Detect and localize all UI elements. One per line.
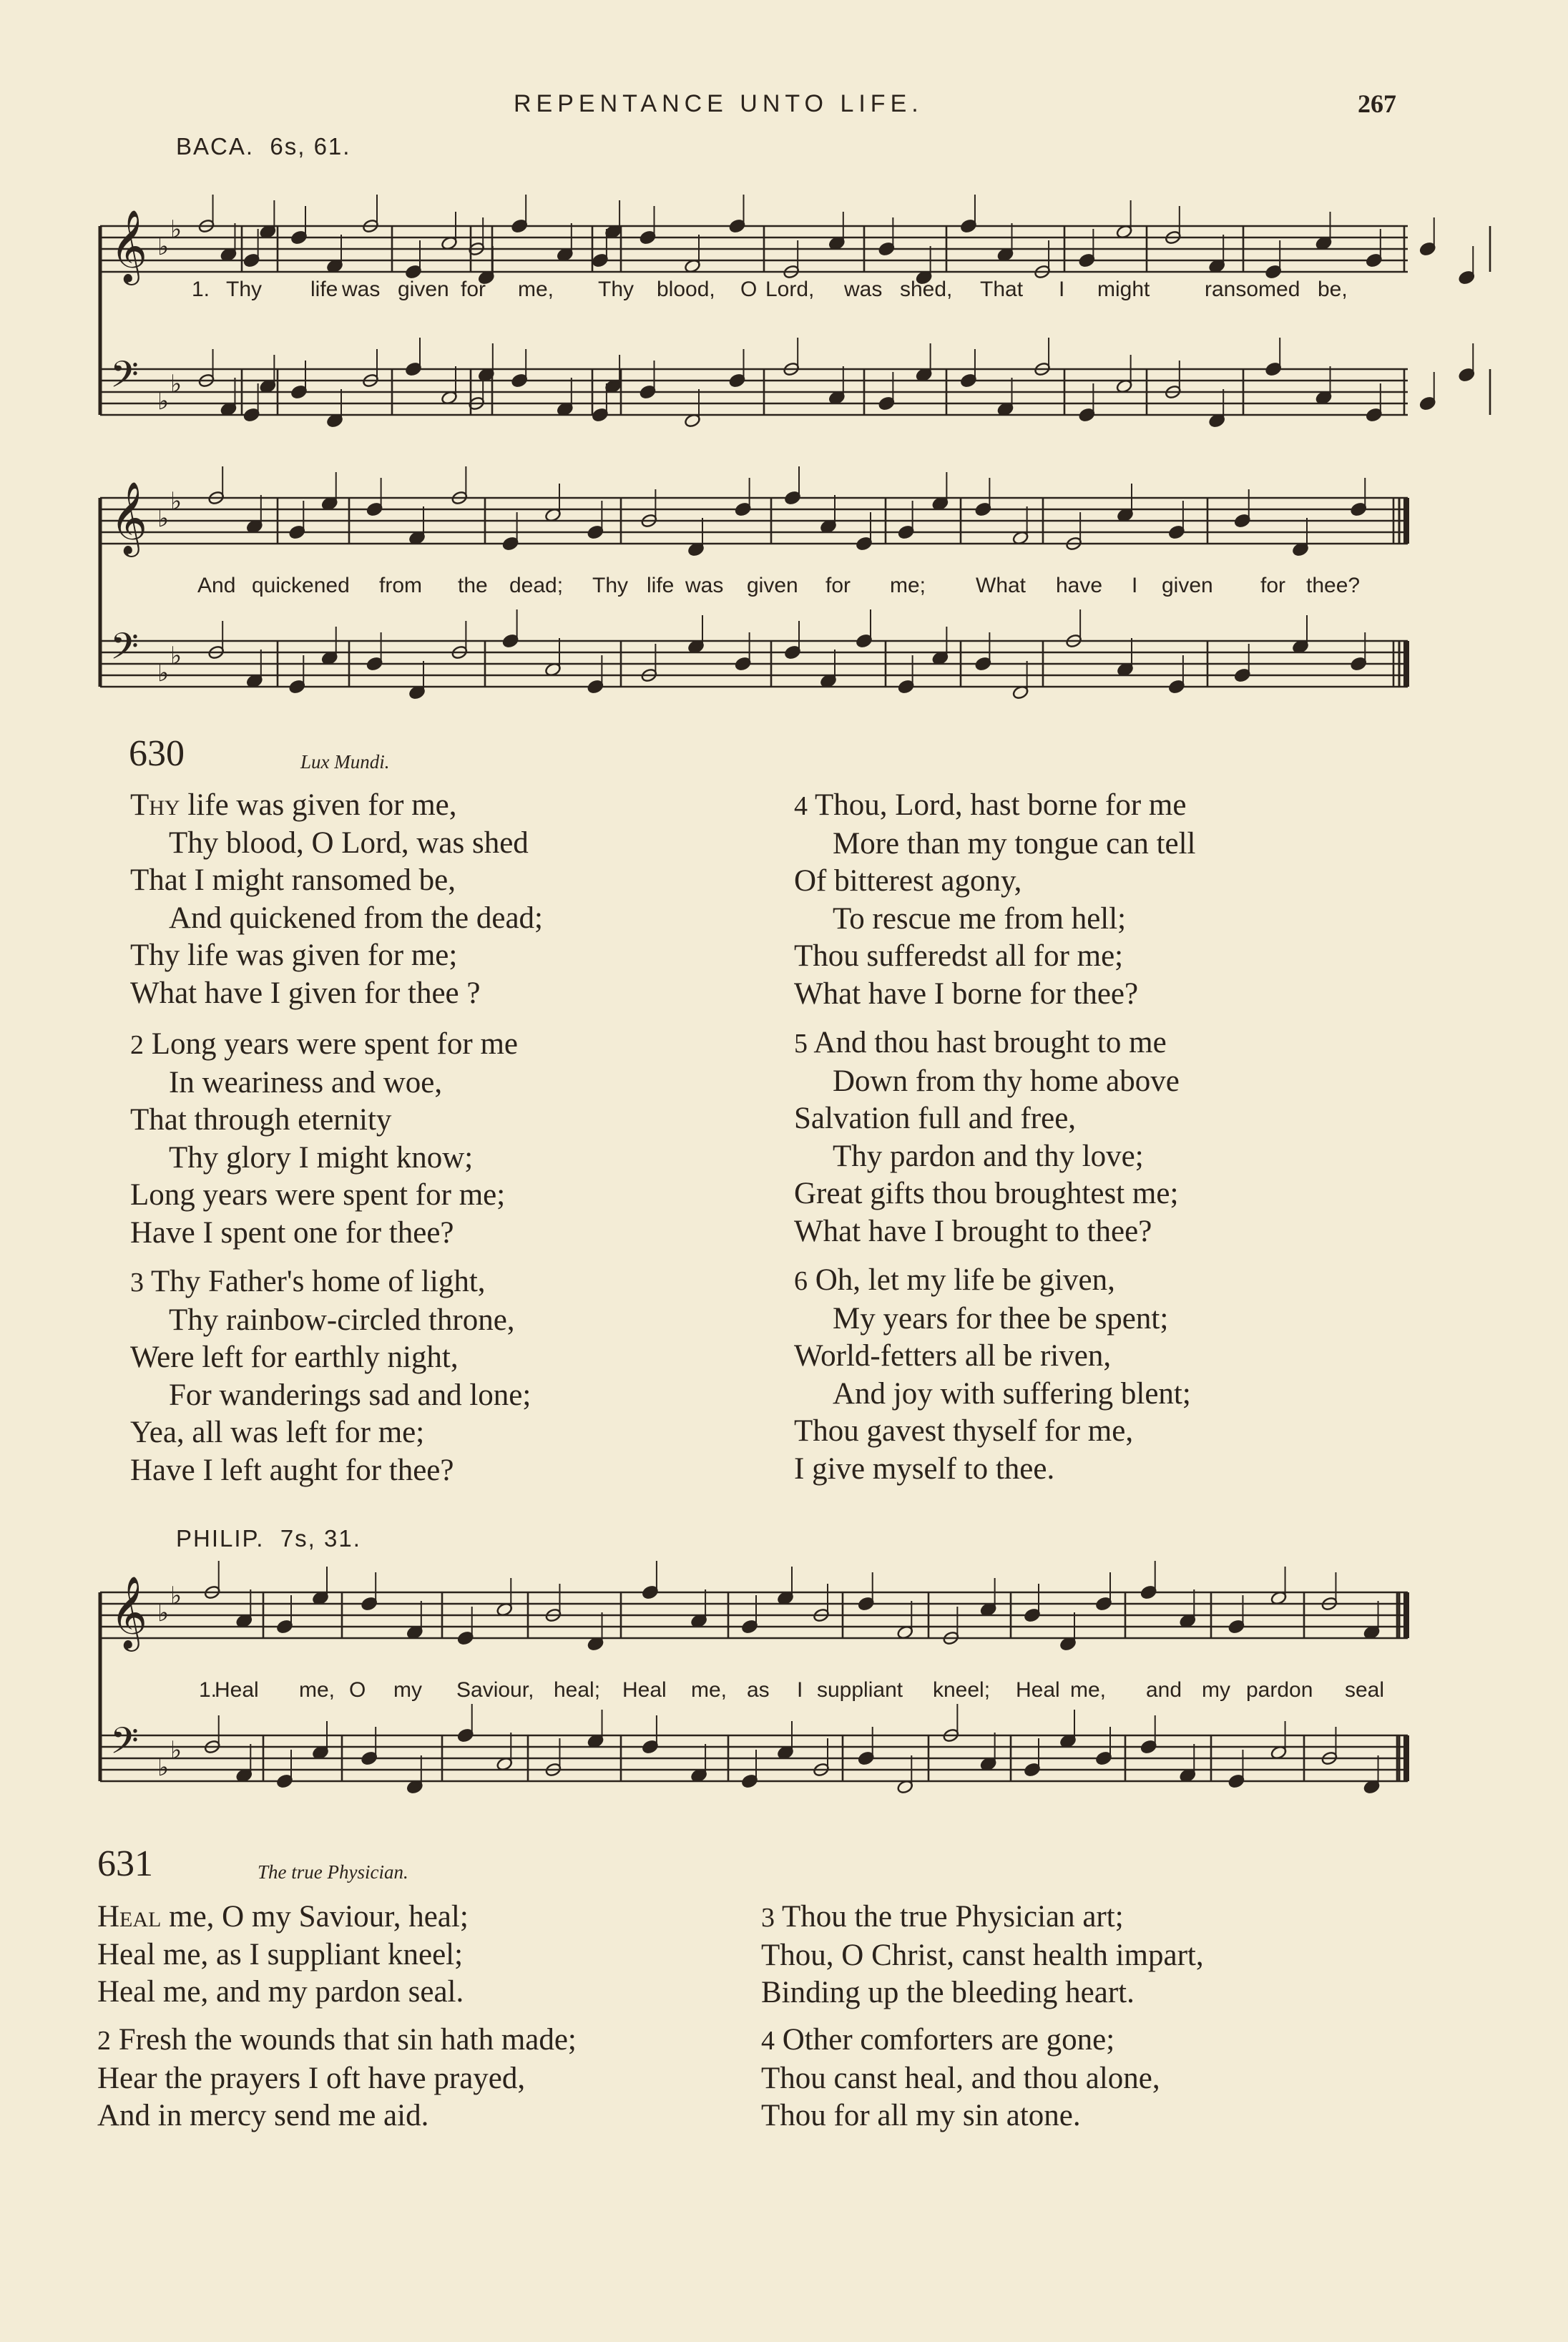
verse-line: 4 Thou, Lord, hast borne for me xyxy=(794,788,1187,822)
lyric-word: given xyxy=(747,574,798,597)
lyric-word: me, xyxy=(691,1678,727,1702)
flat-icon: ♭ xyxy=(170,1583,182,1609)
verse-line: Thy glory I might know; xyxy=(169,1140,474,1175)
verse-line: More than my tongue can tell xyxy=(833,826,1196,861)
lyric-word: kneel; xyxy=(933,1678,991,1702)
lyric-word: me; xyxy=(890,574,926,597)
verse-line: Of bitterest agony, xyxy=(794,864,1022,898)
stanza-2 xyxy=(130,1026,518,1252)
verse-line: Thy life was given for me, xyxy=(130,788,457,822)
stanza-6 xyxy=(794,1262,1191,1488)
verse-line: Long years were spent for me; xyxy=(130,1178,506,1212)
lyric-word: as xyxy=(747,1678,770,1702)
lyric-word: be, xyxy=(1318,278,1348,301)
lyric-word: shed, xyxy=(900,278,953,301)
lyric-word: was xyxy=(342,278,381,301)
flat-icon: ♭ xyxy=(157,506,170,532)
bass-staff xyxy=(100,1704,1408,1795)
lyric-word: thee? xyxy=(1306,574,1361,597)
stanza-2 xyxy=(97,2022,577,2135)
lyric-word: Heal xyxy=(622,1678,667,1702)
stanza-5 xyxy=(794,1024,1180,1250)
verse-line: Thy life was given for me; xyxy=(130,939,458,972)
flat-icon: ♭ xyxy=(170,371,182,398)
hymn-number: 631 xyxy=(97,1843,153,1884)
stanza-number: 4 xyxy=(761,2026,775,2056)
verse-line: Thou gavest thyself for me, xyxy=(794,1414,1134,1448)
running-head: REPENTANCE UNTO LIFE. xyxy=(514,90,923,117)
bass-clef-icon: 𝄢 xyxy=(110,1719,139,1772)
verse-line: Salvation full and free, xyxy=(794,1102,1077,1135)
verse-line: What have I given for thee ? xyxy=(130,976,481,1010)
flat-icon: ♭ xyxy=(170,489,182,515)
lyric-word: quickened xyxy=(252,574,350,597)
lyric-word: life xyxy=(647,574,675,597)
verse-line: Thy rainbow-circled throne, xyxy=(169,1303,515,1337)
lyric-word: was xyxy=(844,278,883,301)
hymn-number: 630 xyxy=(129,733,185,774)
stanza-1 xyxy=(130,787,543,1012)
verse-line: That through eternity xyxy=(130,1103,392,1137)
verse-line: In weariness and woe, xyxy=(169,1065,443,1099)
lyric-word: given xyxy=(1162,574,1213,597)
verse-line: And quickened from the dead; xyxy=(169,901,543,935)
lyric-word: life xyxy=(310,278,338,301)
treble-clef-icon: 𝄞 xyxy=(110,208,148,283)
bass-staff xyxy=(100,338,1490,428)
verse-line: Were left for earthly night, xyxy=(130,1341,459,1374)
verse-line: For wanderings sad and lone; xyxy=(169,1378,531,1412)
stanza-number: 2 xyxy=(130,1030,144,1060)
lyric-word: O xyxy=(349,1678,366,1702)
lyric-word: my xyxy=(1202,1678,1230,1702)
verse-line: Thy pardon and thy love; xyxy=(833,1139,1144,1173)
lyric-word: for xyxy=(1260,574,1286,597)
tune-title: PHILIP. xyxy=(176,1525,265,1552)
lyric-word: pardon xyxy=(1246,1678,1313,1702)
flat-icon: ♭ xyxy=(157,660,170,687)
hymn-source: The true Physician. xyxy=(258,1861,408,1883)
treble-staff xyxy=(100,1561,1408,1652)
treble-staff xyxy=(100,466,1408,558)
lyric-word: Saviour, xyxy=(456,1678,534,1702)
stanza-number: 4 xyxy=(794,791,808,821)
verse-line: 5 And thou hast brought to me xyxy=(794,1026,1167,1059)
verse-line: Thy blood, O Lord, was shed xyxy=(169,825,529,860)
lyric-word: heal; xyxy=(554,1678,601,1702)
stanza-number: 3 xyxy=(130,1268,144,1298)
tune-name-philip xyxy=(176,1525,361,1552)
flat-icon: ♭ xyxy=(170,1738,182,1764)
lyric-word: What xyxy=(976,574,1026,597)
verse-line: What have I borne for thee? xyxy=(794,976,1139,1011)
lyric-word: And xyxy=(197,574,236,597)
verse-line: Yea, all was left for me; xyxy=(130,1416,425,1449)
tune-name-baca xyxy=(176,133,351,160)
lyric-word: That xyxy=(980,278,1024,301)
lyric-word: Thy xyxy=(598,278,634,301)
tune-title: BACA. xyxy=(176,133,255,160)
lyric-word: for xyxy=(825,574,851,597)
verse-line: My years for thee be spent; xyxy=(833,1301,1169,1336)
verse-line: Heal me, as I suppliant kneel; xyxy=(97,1937,464,1971)
first-word: Thy xyxy=(130,788,180,822)
verse-line: 2 Long years were spent for me xyxy=(130,1027,518,1061)
stanza-3 xyxy=(761,1898,1204,2012)
bass-clef-icon: 𝄢 xyxy=(110,353,139,406)
verse-line: I give myself to thee. xyxy=(794,1451,1055,1486)
lyric-word: for xyxy=(461,278,486,301)
verse-line: 3 Thou the true Physician art; xyxy=(761,1900,1124,1934)
lyric-word: me, xyxy=(1070,1678,1107,1702)
verse-line: To rescue me from hell; xyxy=(833,901,1127,936)
lyric-word: blood, xyxy=(657,278,715,301)
flat-icon: ♭ xyxy=(170,217,182,243)
lyric-word: might xyxy=(1097,278,1150,301)
verse-line: 4 Other comforters are gone; xyxy=(761,2023,1115,2057)
flat-icon: ♭ xyxy=(157,388,170,415)
verse-line: What have I brought to thee? xyxy=(794,1214,1152,1248)
stanza-4 xyxy=(761,2022,1160,2135)
treble-clef-icon: 𝄞 xyxy=(110,480,148,554)
lyric-word: Thy xyxy=(592,574,629,597)
lyric-word: Lord, xyxy=(765,278,815,301)
lyric-word: O xyxy=(740,278,758,301)
flat-icon: ♭ xyxy=(157,234,170,260)
lyric-word: seal xyxy=(1345,1678,1385,1702)
verse-line: 2 Fresh the wounds that sin hath made; xyxy=(97,2023,577,2057)
hymn-source: Lux Mundi. xyxy=(300,751,390,773)
lyric-word: dead; xyxy=(509,574,564,597)
lyric-word: 1. xyxy=(199,1678,217,1702)
lyric-word: was xyxy=(685,574,724,597)
verse-line: That I might ransomed be, xyxy=(130,863,456,897)
lyric-word: Heal xyxy=(1016,1678,1060,1702)
lyric-word: I xyxy=(1059,278,1065,301)
lyric-word: given xyxy=(398,278,449,301)
verse-line: Heal me, O my Saviour, heal; xyxy=(97,1900,469,1934)
lyric-word: the xyxy=(458,574,488,597)
lyric-word: my xyxy=(393,1678,422,1702)
verse-line: And joy with suffering blent; xyxy=(833,1376,1191,1411)
verse-line: Heal me, and my pardon seal. xyxy=(97,1975,464,2009)
treble-staff xyxy=(100,195,1490,286)
stanza-number: 5 xyxy=(794,1029,808,1059)
treble-clef-icon: 𝄞 xyxy=(110,1574,148,1649)
bass-clef-icon: 𝄢 xyxy=(110,624,139,677)
stanza-number: 2 xyxy=(97,2026,111,2056)
stanza-4 xyxy=(794,787,1196,1013)
lyric-word: Heal xyxy=(215,1678,259,1702)
lyric-word: have xyxy=(1056,574,1103,597)
flat-icon: ♭ xyxy=(157,1600,170,1627)
verse-line: Have I left aught for thee? xyxy=(130,1453,454,1487)
stanza-number: 6 xyxy=(794,1266,808,1296)
verse-line: Have I spent one for thee? xyxy=(130,1215,454,1250)
verse-line: 3 Thy Father's home of light, xyxy=(130,1265,486,1298)
verse-line: Down from thy home above xyxy=(833,1064,1180,1098)
lyric-word: I xyxy=(797,1678,803,1702)
music-system-baca-1 xyxy=(93,172,1416,436)
verse-line: Great gifts thou broughtest me; xyxy=(794,1177,1179,1210)
verse-line: And in mercy send me aid. xyxy=(97,2099,429,2132)
verse-line: 6 Oh, let my life be given, xyxy=(794,1263,1115,1297)
lyric-word: me, xyxy=(518,278,554,301)
verse-line: Thou sufferedst all for me; xyxy=(794,939,1124,973)
flat-icon: ♭ xyxy=(157,1755,170,1781)
stanza-1 xyxy=(97,1898,469,2012)
tune-meter: 7s, 31. xyxy=(280,1525,361,1552)
lyric-word: ransomed xyxy=(1205,278,1300,301)
stanza-number: 3 xyxy=(761,1903,775,1933)
lyric-word: suppliant xyxy=(817,1678,903,1702)
page-number: 267 xyxy=(1358,89,1396,118)
verse-line: Thou, O Christ, canst health impart, xyxy=(761,1938,1204,1972)
stanza-3 xyxy=(130,1263,531,1489)
verse-line: Hear the prayers I oft have prayed, xyxy=(97,2061,526,2095)
verse-line: Thou canst heal, and thou alone, xyxy=(761,2061,1160,2095)
lyric-word: and xyxy=(1146,1678,1182,1702)
first-word: Heal xyxy=(97,1900,162,1934)
lyric-word: me, xyxy=(299,1678,335,1702)
bass-staff xyxy=(100,609,1408,700)
tune-meter: 6s, 61. xyxy=(270,133,351,160)
lyric-word: Thy xyxy=(226,278,263,301)
lyric-word: I xyxy=(1132,574,1138,597)
verse-line: Binding up the bleeding heart. xyxy=(761,1976,1135,2009)
lyric-word: from xyxy=(379,574,422,597)
flat-icon: ♭ xyxy=(170,643,182,670)
verse-line: World-fetters all be riven, xyxy=(794,1339,1112,1373)
lyric-word: 1. xyxy=(192,278,210,301)
verse-line: Thou for all my sin atone. xyxy=(761,2099,1081,2132)
